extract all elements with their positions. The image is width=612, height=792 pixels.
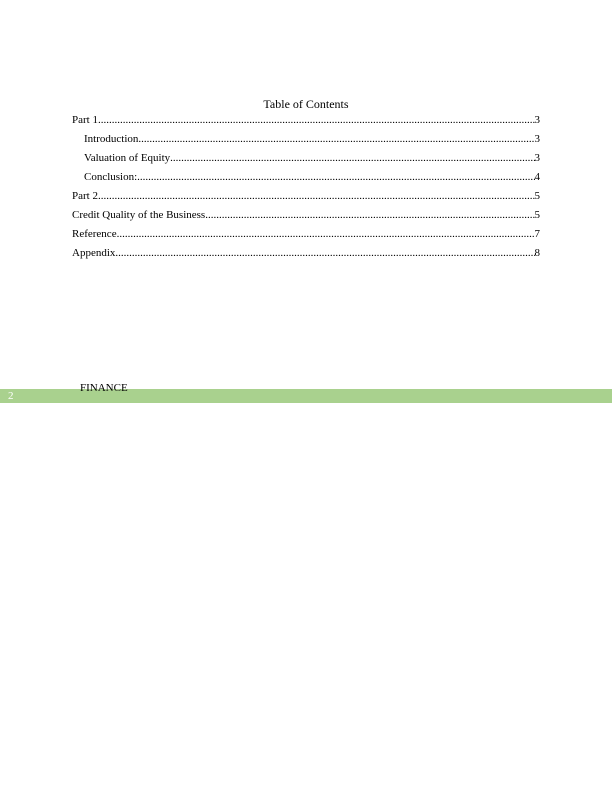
toc-dot-leader (115, 247, 534, 260)
toc-entry-page: 3 (534, 152, 540, 164)
toc-entry-introduction[interactable] (72, 133, 540, 146)
toc-dot-leader (138, 133, 534, 146)
toc-entry-page: 3 (534, 114, 540, 126)
toc-entry-valuation-of-equity[interactable] (72, 152, 540, 165)
toc-entry-part-1[interactable] (72, 114, 540, 127)
toc-entry-appendix[interactable] (72, 247, 540, 260)
toc-entry-page: 3 (534, 133, 540, 145)
toc-entry-page: 4 (534, 171, 540, 183)
toc-entry-credit-quality[interactable] (72, 209, 540, 222)
toc-entry-reference[interactable] (72, 228, 540, 241)
toc-dot-leader (137, 171, 534, 184)
toc-entry-label: Part 2 (72, 190, 98, 202)
toc-dot-leader (117, 228, 535, 241)
toc-entry-part-2[interactable] (72, 190, 540, 203)
page-number: 2 (8, 390, 14, 402)
toc-entry-label: Introduction (84, 133, 139, 145)
toc-entry-label: Conclusion: (84, 171, 138, 183)
toc-entry-label: Credit Quality of the Business (72, 209, 206, 221)
toc-entry-page: 5 (534, 190, 540, 202)
toc-dot-leader (98, 114, 535, 127)
toc-dot-leader (98, 190, 535, 203)
toc-title: Table of Contents (263, 97, 349, 111)
table-of-contents (72, 96, 540, 260)
toc-dot-leader (170, 152, 534, 165)
toc-entry-label: Reference (72, 228, 117, 240)
toc-dot-leader (205, 209, 534, 222)
toc-entry-label: Appendix (72, 247, 116, 259)
toc-entry-page: 7 (534, 228, 540, 240)
running-head: FINANCE (80, 382, 128, 394)
toc-entry-page: 5 (534, 209, 540, 221)
toc-entry-label: Part 1 (72, 114, 98, 126)
toc-entry-page: 8 (534, 247, 540, 259)
toc-entry-label: Valuation of Equity (84, 152, 171, 164)
toc-entry-conclusion[interactable] (72, 171, 540, 184)
